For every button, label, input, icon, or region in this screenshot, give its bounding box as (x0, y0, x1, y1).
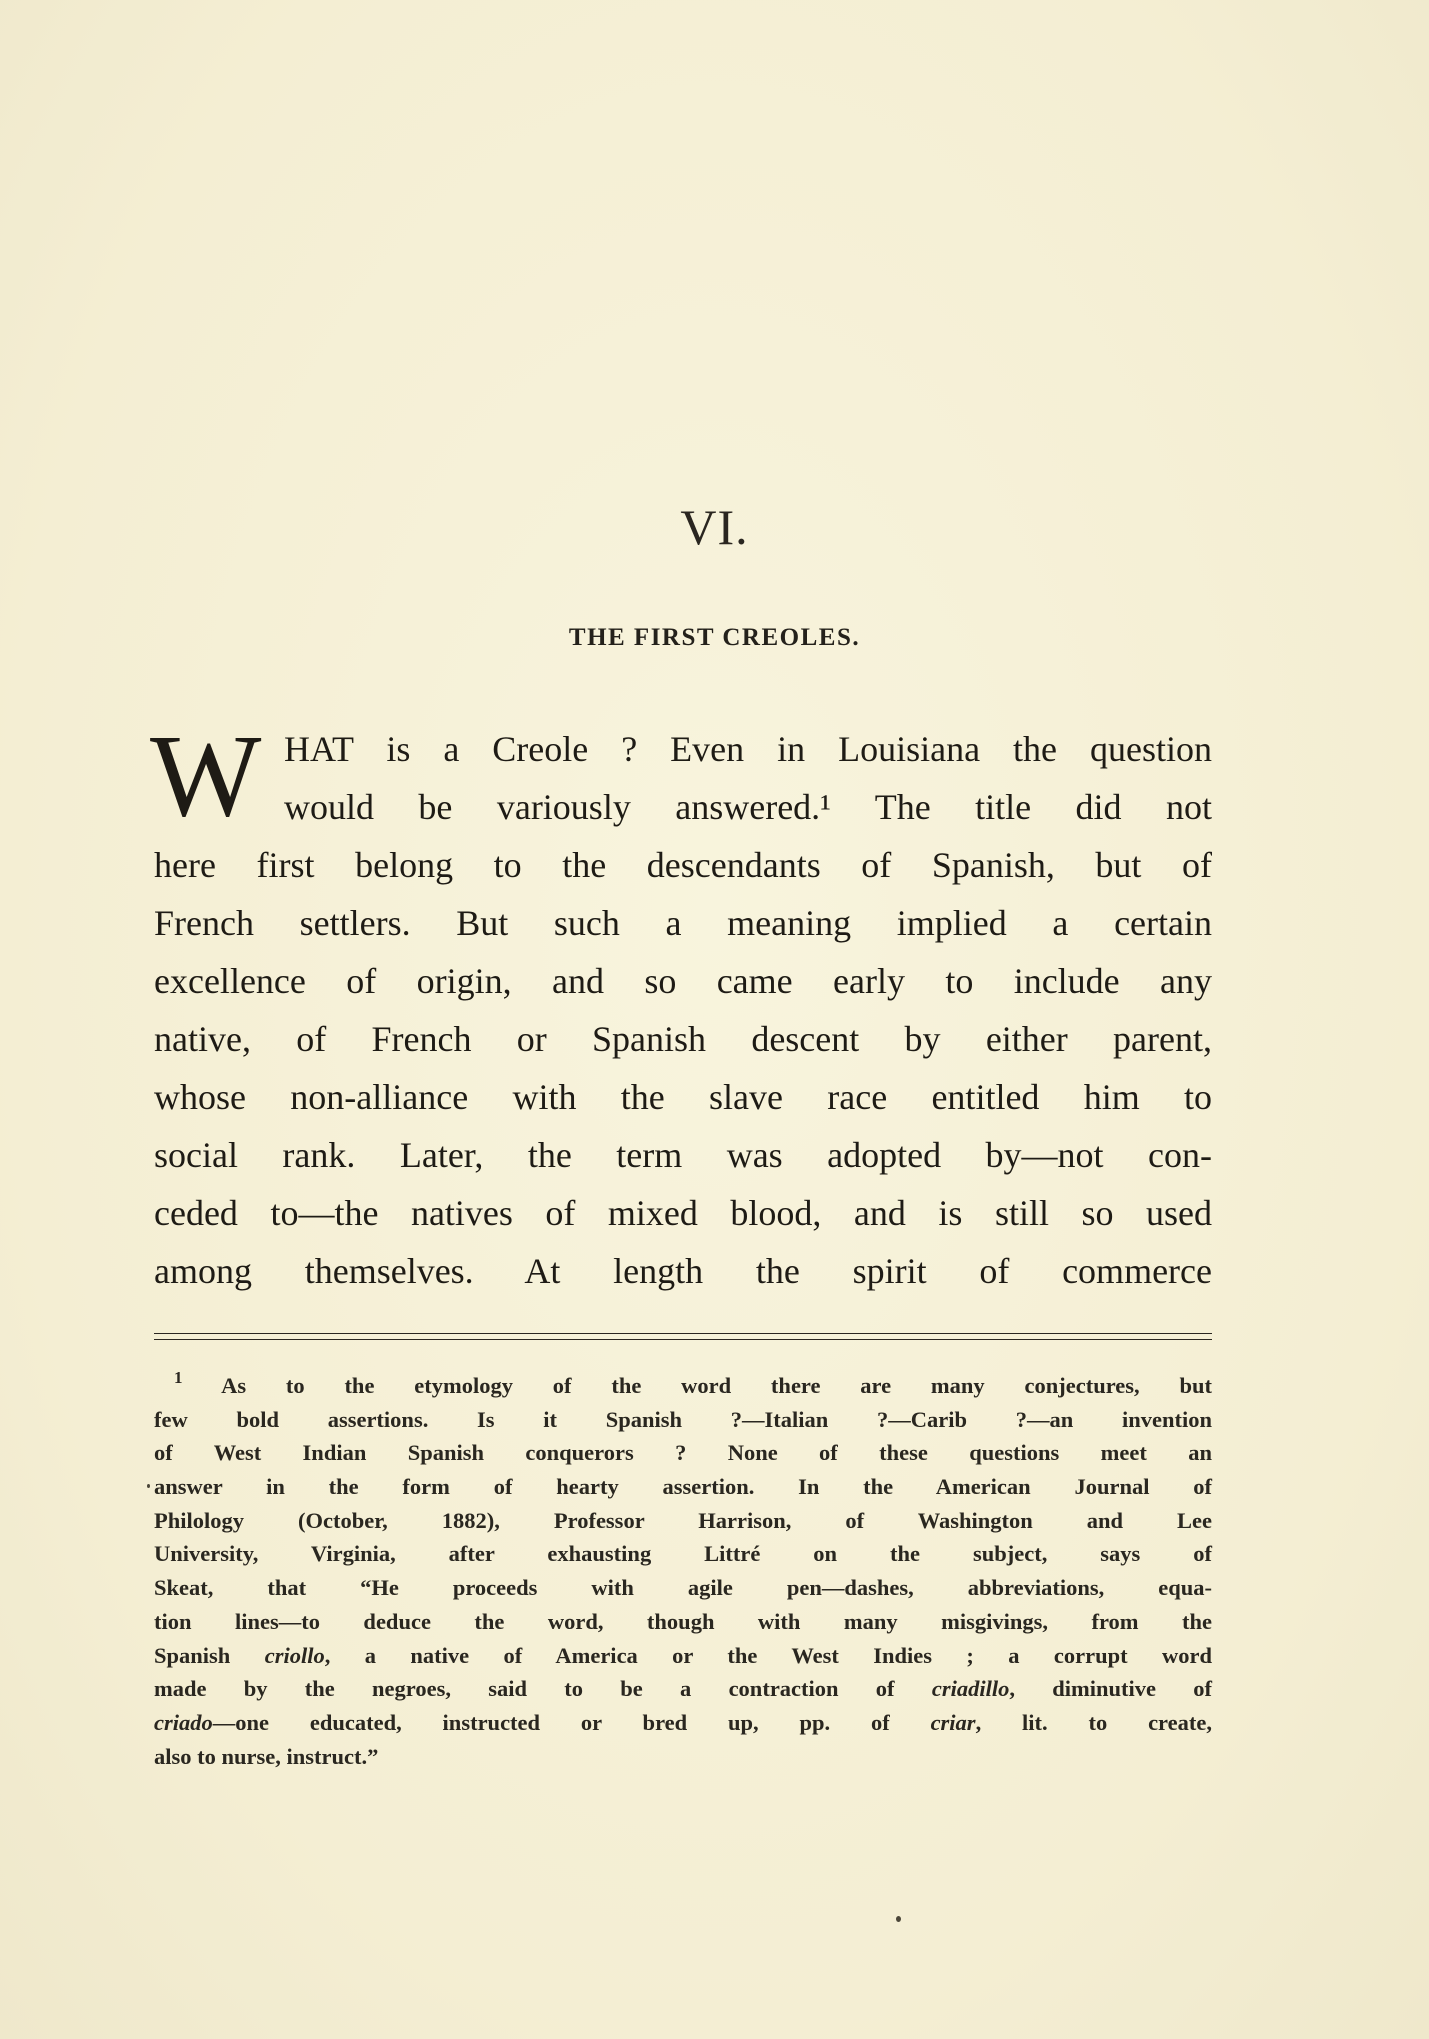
footnote-italic-term: criado (154, 1709, 213, 1735)
footnote-line: also to nurse, instruct.” (154, 1743, 379, 1769)
footnote-italic-term: criadillo (931, 1676, 1010, 1702)
drop-cap: W (150, 710, 262, 841)
footnote-line (154, 1369, 1212, 1403)
footnote-line: tion lines—to deduce the word, though with many misgivings, from the (154, 1608, 1212, 1634)
footnote-rule-top (154, 1333, 1212, 1334)
footnote-text: —one educated, instructed or bred up, pp. of (212, 1709, 890, 1735)
footnote-text: Spanish (154, 1642, 231, 1668)
body-line: HAT is a Creole ? Even in Louisiana the question (284, 729, 1212, 769)
body-line: ceded to—the natives of mixed blood, and is still so used (154, 1193, 1212, 1233)
body-line: here first belong to the descendants of Spanish, but of (154, 845, 1212, 885)
footnote-line (154, 1639, 1212, 1673)
footnote-text: , lit. to create, (975, 1709, 1212, 1735)
footnote-text: , a native of America or the West Indies ; a corrupt word (324, 1642, 1213, 1668)
body-paragraph (150, 710, 1212, 1300)
footnote-line: answer in the form of hearty assertion. In the American Journal of (154, 1474, 1212, 1500)
body-line: French settlers. But such a meaning implied a certain (154, 903, 1212, 943)
paper-speck (147, 1484, 150, 1488)
footnote-italic-term: criollo (264, 1642, 325, 1668)
footnote-line: Philology (October, 1882), Professor Harrison, of Washington and Lee (154, 1507, 1212, 1533)
footnote-italic-term: criar (930, 1709, 976, 1735)
footnote-line (154, 1706, 1212, 1740)
footnote-text: , diminutive of (1009, 1676, 1212, 1702)
footnote-line-text: As to the etymology of the word there are many conjectures, but (221, 1373, 1212, 1398)
body-line: social rank. Later, the term was adopted by—not con- (154, 1135, 1212, 1175)
footnote-rule-bottom (154, 1339, 1212, 1340)
footnote-marker: 1 (174, 1368, 183, 1387)
chapter-title: THE FIRST CREOLES. (568, 624, 861, 651)
footnote-line: Skeat, that “He proceeds with agile pen—dashes, abbreviations, equa- (154, 1575, 1212, 1601)
body-line: would be variously answered.¹ The title did not (284, 787, 1212, 827)
body-line: whose non-alliance with the slave race entitled him to (154, 1077, 1212, 1117)
body-line: excellence of origin, and so came early to include any (154, 961, 1212, 1001)
footnote-line (154, 1672, 1212, 1706)
body-line: among themselves. At length the spirit of commerce (154, 1251, 1212, 1291)
paper-speck (896, 1916, 901, 1922)
footnote (154, 1369, 1212, 1773)
footnote-line: University, Virginia, after exhausting Littré on the subject, says of (154, 1541, 1212, 1567)
body-line: native, of French or Spanish descent by either parent, (154, 1019, 1212, 1059)
footnote-text: made by the negroes, said to be a contraction of (154, 1676, 895, 1702)
footnote-line: few bold assertions. Is it Spanish ?—Italian ?—Carib ?—an invention (154, 1406, 1212, 1432)
chapter-number: VI. (680, 499, 749, 555)
footnote-line: of West Indian Spanish conquerors ? None of these questions meet an (154, 1440, 1212, 1466)
